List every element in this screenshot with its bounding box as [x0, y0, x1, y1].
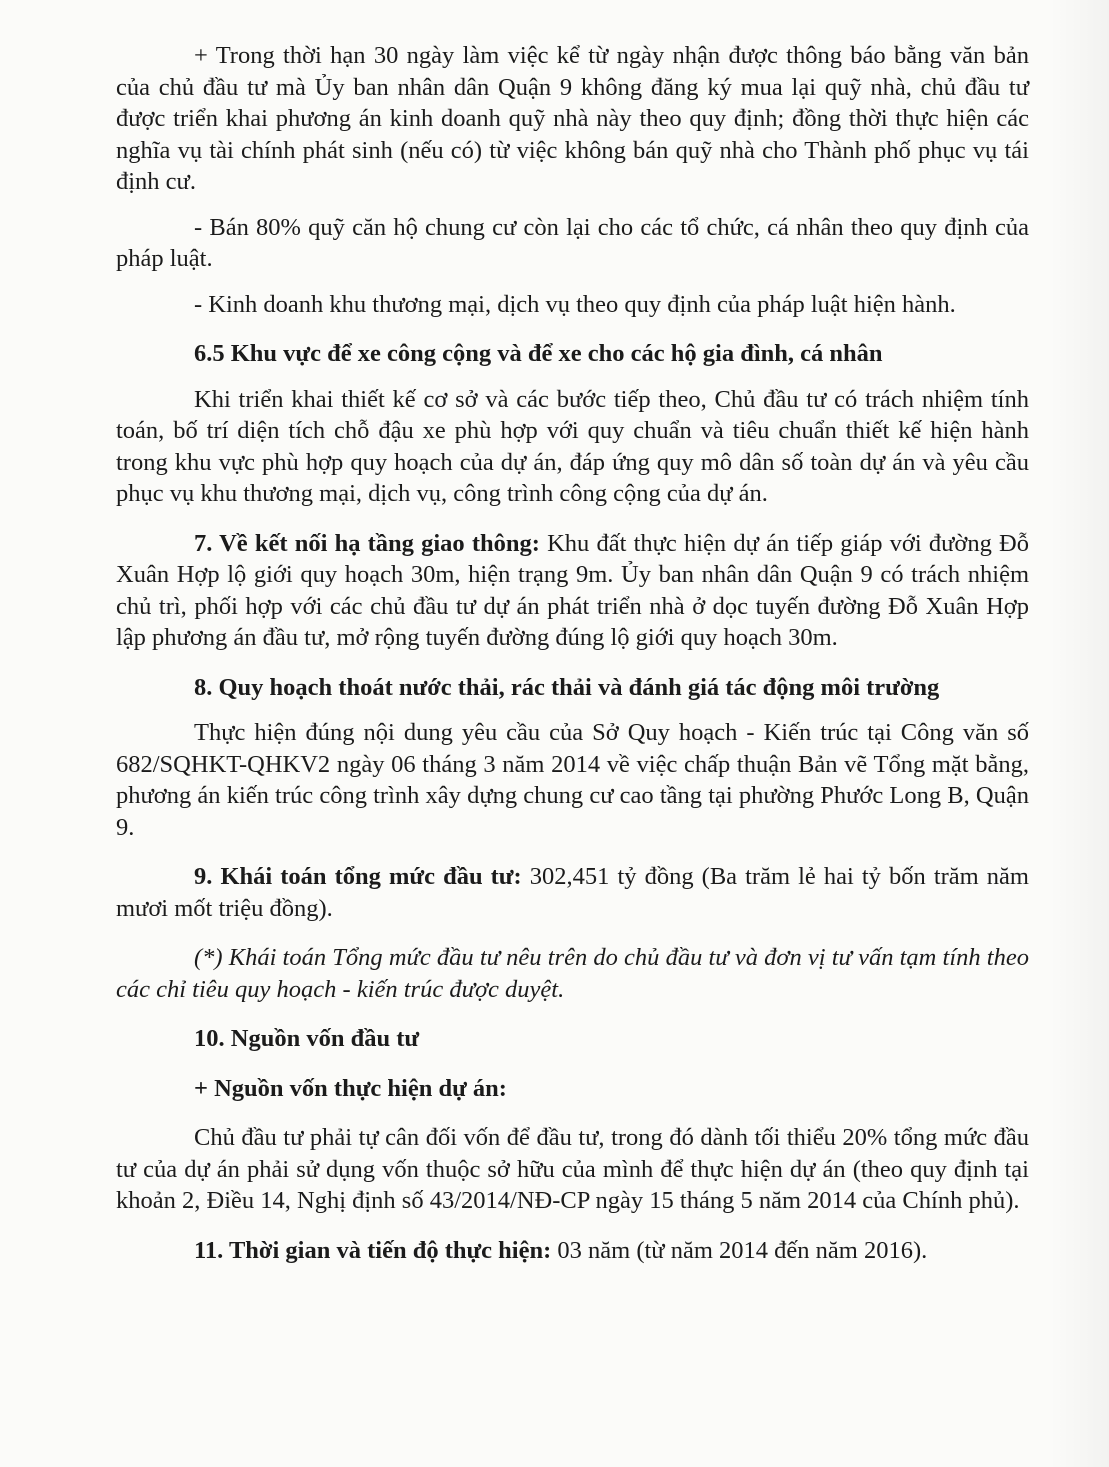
paragraph-11-body: 03 năm (từ năm 2014 đến năm 2016). — [551, 1236, 928, 1264]
paragraph-11-schedule — [116, 1235, 1029, 1267]
note-9-estimate: (*) Khái toán Tổng mức đầu tư nêu trên do chủ đầu tư và đơn vị tư vấn tạm tính theo các chỉ tiêu quy hoạch - kiến trúc được duyệt. — [116, 944, 1029, 1003]
paragraph-buyback-deadline: + Trong thời hạn 30 ngày làm việc kể từ ngày nhận được thông báo bằng văn bản của chủ đầu tư mà Ủy ban nhân dân Quận 9 không đăng ký mua lại quỹ nhà, chủ đầu tư được triển khai phương án kinh doanh quỹ nhà này theo quy định; đồng thời thực hiện các nghĩa vụ tài chính phát sinh (nếu có) từ việc không bán quỹ nhà cho Thành phố phục vụ tái định cư. — [116, 42, 1029, 195]
paragraph-7-body: Khu đất thực hiện dự án tiếp giáp với đường Đỗ Xuân Hợp lộ giới quy hoạch 30m, hiện trạng 9m. Ủy ban nhân dân Quận 9 có trách nhiệm chủ trì, phối hợp với các chủ đầu tư dự án phát triển nhà ở dọc tuyến đường Đỗ Xuân Hợp lập phương án đầu tư, mở rộng tuyến đường đúng lộ giới quy hoạch 30m. — [116, 529, 1029, 651]
heading-10-funding-source: + Nguồn vốn thực hiện dự án: — [194, 1074, 507, 1102]
paragraph-9-investment — [116, 861, 1029, 924]
heading-8-wastewater: 8. Quy hoạch thoát nước thải, rác thải và đánh giá tác động môi trường — [194, 673, 940, 701]
paragraph-9-body: 302,451 tỷ đồng (Ba trăm lẻ hai tỷ bốn trăm năm mươi mốt triệu đồng). — [116, 863, 1029, 922]
heading-7-inline: 7. Về kết nối hạ tầng giao thông: — [194, 529, 540, 557]
heading-6-5-parking: 6.5 Khu vực để xe công cộng và để xe cho các hộ gia đình, cá nhân — [194, 340, 883, 367]
paragraph-commercial-business: - Kinh doanh khu thương mại, dịch vụ theo quy định của pháp luật hiện hành. — [194, 290, 956, 318]
paragraph-7-traffic-connection — [116, 528, 1029, 654]
paragraph-10-body: Chủ đầu tư phải tự cân đối vốn để đầu tư, trong đó dành tối thiểu 20% tổng mức đầu tư của dự án phải sử dụng vốn thuộc sở hữu của mình để thực hiện dự án (theo quy định tại khoản 2, Điều 14, Nghị định số 43/2014/NĐ-CP ngày 15 tháng 5 năm 2014 của Chính phủ). — [116, 1124, 1029, 1214]
heading-10-funding: 10. Nguồn vốn đầu tư — [194, 1025, 420, 1052]
paragraph-sell-80-percent: - Bán 80% quỹ căn hộ chung cư còn lại cho các tổ chức, cá nhân theo quy định của pháp luật. — [116, 213, 1029, 272]
paragraph-8-body: Thực hiện đúng nội dung yêu cầu của Sở Quy hoạch - Kiến trúc tại Công văn số 682/SQHKT-QHKV2 ngày 06 tháng 3 năm 2014 về việc chấp thuận Bản vẽ Tổng mặt bằng, phương án kiến trúc công trình xây dựng chung cư cao tầng tại phường Phước Long B, Quận 9. — [116, 719, 1029, 841]
heading-9-inline: 9. Khái toán tổng mức đầu tư: — [194, 863, 522, 890]
paragraph-parking-design: Khi triển khai thiết kế cơ sở và các bước tiếp theo, Chủ đầu tư có trách nhiệm tính toán, bố trí diện tích chỗ đậu xe phù hợp với quy chuẩn và tiêu chuẩn thiết kế hiện hành trong khu vực phù hợp quy hoạch của dự án, đáp ứng quy mô dân số toàn dự án và yêu cầu phục vụ khu thương mại, dịch vụ, công trình công cộng của dự án. — [116, 385, 1029, 507]
heading-11-inline: 11. Thời gian và tiến độ thực hiện: — [194, 1236, 552, 1264]
